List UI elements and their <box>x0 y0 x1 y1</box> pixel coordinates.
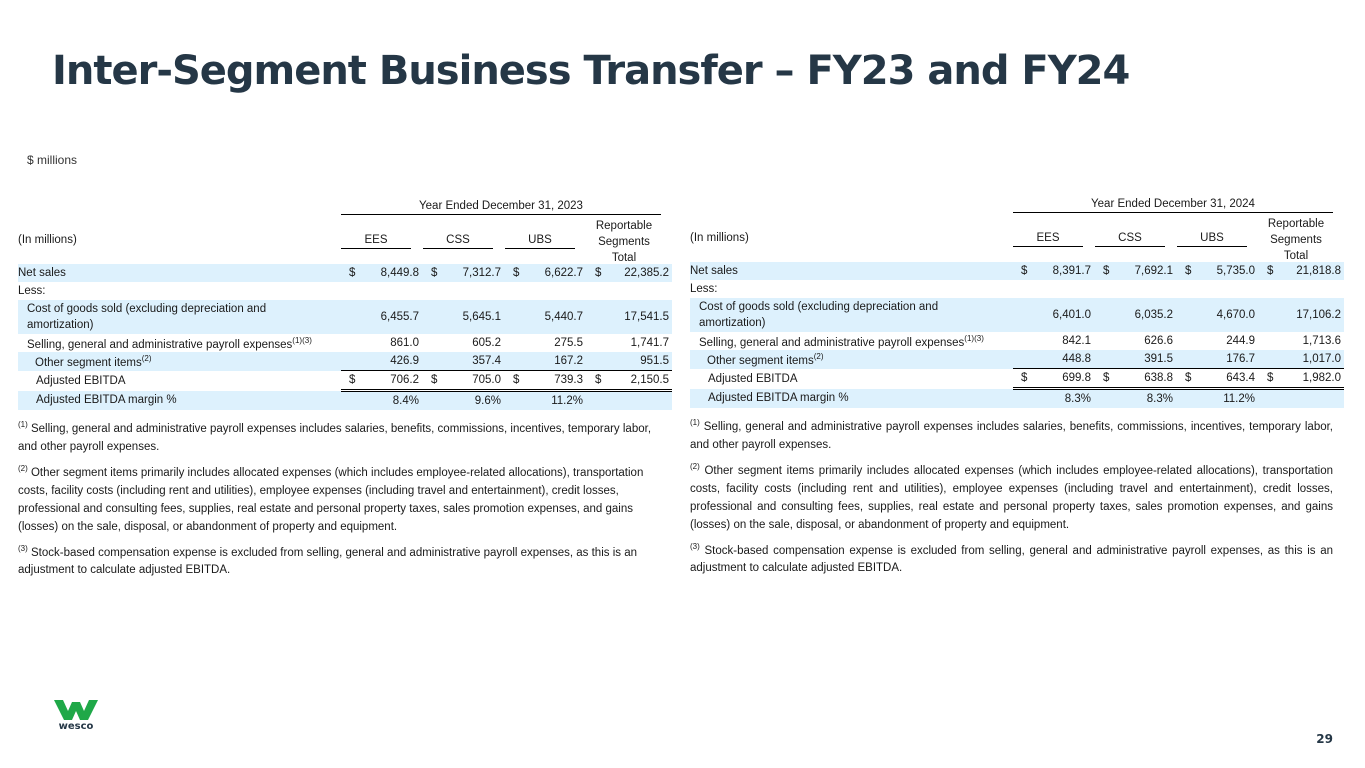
col-header-ees: EES <box>1013 232 1083 247</box>
cell-ubs: $ 643.4 <box>1177 369 1259 389</box>
footnote-1: $^{(1)}$ Selling, general and administrative payroll expenses includes salaries, benefits, commissions, incentives, temporary labor, and other payroll expenses. <box>18 420 652 453</box>
footnote-2: $^{(2)}$ Other segment items primarily includes allocated expenses (which includes employee-related allocations), transportation costs, facility costs (including rent and utilities), employee expenses (including travel and entertainment), credit losses, professional and consulting fees, supplies, real estate and personal property taxes, sales promotion expenses, and gains (losses) on the sale, disposal, or abandonment of property and equipment. <box>690 461 1333 531</box>
row-label: Net sales <box>690 262 1013 280</box>
cell-ubs: 244.9 <box>1226 335 1255 347</box>
cell-ees: $ 706.2 <box>341 371 423 391</box>
cell-total: 17,541.5 <box>587 300 672 334</box>
row-net-sales <box>690 262 1344 280</box>
row-sga <box>690 332 1344 350</box>
currency-symbol: $ <box>513 267 520 279</box>
footnote-ref: (2) <box>813 351 824 361</box>
cell-ubs: 5,440.7 <box>505 300 587 334</box>
col-header-css: CSS <box>423 234 493 249</box>
cell-ees: 8.4% <box>341 391 423 411</box>
cell-ees: 6,455.7 <box>341 300 423 334</box>
cell-ubs: 11.2% <box>505 391 587 411</box>
row-label: Selling, general and administrative payroll expenses$^{(1)(3)}$ <box>27 335 312 351</box>
col-header-ubs: UBS <box>1177 232 1247 247</box>
col-header-total-line2: Segments <box>1270 234 1322 246</box>
row-less <box>690 280 1344 298</box>
col-header-total-line2: Segments <box>598 236 650 248</box>
row-label: Less: <box>18 285 46 297</box>
fy24-segment-table-panel <box>690 194 1341 581</box>
currency-symbol: $ <box>1021 265 1028 277</box>
cell-total: $ 22,385.2 <box>587 264 672 282</box>
cell-total: $ 2,150.5 <box>587 371 672 391</box>
col-header-total <box>587 218 661 267</box>
row-label: Cost of goods sold (excluding depreciation and amortization) <box>690 298 1013 332</box>
row-other-segment-items <box>18 352 672 371</box>
cell-ees: $ 8,391.7 <box>1013 262 1095 280</box>
segment-table <box>690 262 1344 408</box>
cell-total: 951.5 <box>587 352 672 371</box>
row-label: Adjusted EBITDA margin % <box>690 389 1013 409</box>
cell-css: 391.5 <box>1095 350 1177 369</box>
table-header <box>690 194 1333 262</box>
cell-ubs: $ 739.3 <box>505 371 587 391</box>
row-label: Adjusted EBITDA <box>36 374 126 387</box>
cell-css: 626.6 <box>1144 335 1173 347</box>
units-label: $ millions <box>27 153 78 167</box>
col-header-total-line3: Total <box>587 250 661 267</box>
row-adjusted-ebitda <box>690 369 1344 389</box>
page-title: Inter-Segment Business Transfer – FY23 and FY24 <box>52 48 1130 94</box>
footnote-ref: (1)(3) <box>292 335 312 345</box>
row-label: Cost of goods sold (excluding depreciation and amortization) <box>18 300 341 334</box>
page-number: 29 <box>1316 732 1333 746</box>
row-cogs <box>690 298 1344 332</box>
footnote-1: $^{(1)}$ Selling, general and administrative payroll expenses includes salaries, benefits, commissions, incentives, temporary labor, and other payroll expenses. <box>690 418 1333 451</box>
cell-ubs: 4,670.0 <box>1177 298 1259 332</box>
currency-symbol: $ <box>1267 372 1274 384</box>
cell-ees: 426.9 <box>341 352 423 371</box>
row-cogs <box>18 300 672 334</box>
cell-css: 605.2 <box>472 337 501 349</box>
row-label: Less: <box>690 283 718 295</box>
footnotes <box>690 414 1333 577</box>
currency-symbol: $ <box>349 267 356 279</box>
cell-total <box>587 391 672 411</box>
cell-ees: 448.8 <box>1013 350 1095 369</box>
footnote-3: $^{(3)}$ Stock-based compensation expense is excluded from selling, general and administrative payroll expenses, as this is an adjustment to calculate adjusted EBITDA. <box>690 541 1333 575</box>
row-label: Other segment items$^{(2)}$ <box>690 350 1013 369</box>
cell-ees: 6,401.0 <box>1013 298 1095 332</box>
cell-ees: 8.3% <box>1013 389 1095 409</box>
cell-css: $ 7,312.7 <box>423 264 505 282</box>
footnote-ref: (2) <box>141 353 152 363</box>
cell-css: $ 7,692.1 <box>1095 262 1177 280</box>
footnotes <box>18 416 661 579</box>
currency-symbol: $ <box>1185 265 1192 277</box>
year-header: Year Ended December 31, 2024 <box>1013 198 1333 213</box>
row-label: Net sales <box>18 264 341 282</box>
cell-total: 1,741.7 <box>630 337 669 349</box>
row-label-header: (In millions) <box>18 234 77 246</box>
currency-symbol: $ <box>431 374 438 386</box>
cell-css: 8.3% <box>1095 389 1177 409</box>
cell-ees: 861.0 <box>390 337 419 349</box>
row-other-segment-items <box>690 350 1344 369</box>
footnote-2: $^{(2)}$ Other segment items primarily includes allocated expenses (which includes employee-related allocations), transportation costs, facility costs (including rent and utilities), employee expenses (including travel and entertainment), credit losses, professional and consulting fees, supplies, real estate and personal property taxes, sales promotion expenses, and gains (losses) on the sale, disposal, or abandonment of property and equipment. <box>18 463 644 533</box>
col-header-total-line1: Reportable <box>595 220 653 232</box>
cell-total: $ 21,818.8 <box>1259 262 1344 280</box>
row-label-header: (In millions) <box>690 232 749 244</box>
table-header <box>18 196 661 264</box>
wesco-w-logo-icon <box>54 700 98 720</box>
cell-ubs: $ 5,735.0 <box>1177 262 1259 280</box>
row-label: Other segment items$^{(2)}$ <box>18 352 341 371</box>
col-header-css: CSS <box>1095 232 1165 247</box>
fy23-segment-table-panel <box>18 196 669 583</box>
currency-symbol: $ <box>349 374 356 386</box>
cell-total: $ 1,982.0 <box>1259 369 1344 389</box>
col-header-total <box>1259 216 1333 265</box>
logo-wordmark: wesco <box>58 721 94 732</box>
cell-css: 5,645.1 <box>423 300 505 334</box>
currency-symbol: $ <box>1103 372 1110 384</box>
row-label: Adjusted EBITDA <box>708 372 798 385</box>
row-label: Adjusted EBITDA margin % <box>18 391 341 411</box>
cell-css: $ 638.8 <box>1095 369 1177 389</box>
row-sga <box>18 334 672 352</box>
cell-total: 17,106.2 <box>1259 298 1344 332</box>
cell-total <box>1259 389 1344 409</box>
currency-symbol: $ <box>1103 265 1110 277</box>
cell-ees: $ 699.8 <box>1013 369 1095 389</box>
cell-css: 9.6% <box>423 391 505 411</box>
cell-total: 1,017.0 <box>1259 350 1344 369</box>
cell-ees: 842.1 <box>1062 335 1091 347</box>
col-header-ubs: UBS <box>505 234 575 249</box>
row-ebitda-margin <box>18 391 672 411</box>
cell-css: $ 705.0 <box>423 371 505 391</box>
col-header-total-line1: Reportable <box>1267 218 1325 230</box>
row-ebitda-margin <box>690 389 1344 409</box>
currency-symbol: $ <box>595 374 602 386</box>
cell-ubs: 176.7 <box>1177 350 1259 369</box>
currency-symbol: $ <box>1267 265 1274 277</box>
row-label: Selling, general and administrative payroll expenses$^{(1)(3)}$ <box>699 333 984 349</box>
cell-ees: $ 8,449.8 <box>341 264 423 282</box>
currency-symbol: $ <box>1185 372 1192 384</box>
currency-symbol: $ <box>1021 372 1028 384</box>
col-header-total-line3: Total <box>1259 248 1333 265</box>
cell-css: 357.4 <box>423 352 505 371</box>
cell-total: 1,713.6 <box>1302 335 1341 347</box>
row-less <box>18 282 672 300</box>
cell-ubs: 167.2 <box>505 352 587 371</box>
currency-symbol: $ <box>513 374 520 386</box>
col-header-ees: EES <box>341 234 411 249</box>
currency-symbol: $ <box>595 267 602 279</box>
row-adjusted-ebitda <box>18 371 672 391</box>
cell-ubs: 275.5 <box>554 337 583 349</box>
footnote-ref: (1)(3) <box>964 333 984 343</box>
currency-symbol: $ <box>431 267 438 279</box>
cell-ubs: $ 6,622.7 <box>505 264 587 282</box>
year-header: Year Ended December 31, 2023 <box>341 200 661 215</box>
segment-table <box>18 264 672 410</box>
cell-css: 6,035.2 <box>1095 298 1177 332</box>
cell-ubs: 11.2% <box>1177 389 1259 409</box>
footnote-3: $^{(3)}$ Stock-based compensation expense is excluded from selling, general and administrative payroll expenses, as this is an adjustment to calculate adjusted EBITDA. <box>18 543 637 577</box>
row-net-sales <box>18 264 672 282</box>
wesco-logo <box>54 700 98 732</box>
